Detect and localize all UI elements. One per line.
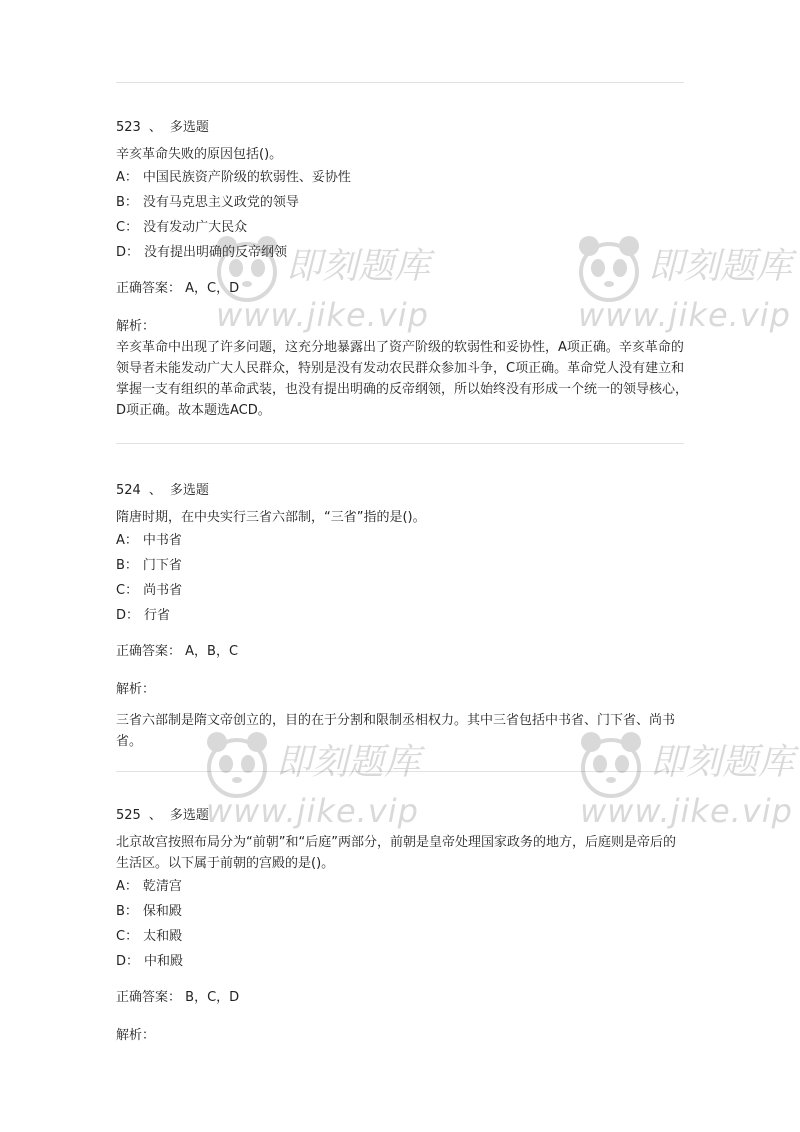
explanation-label: 解析：	[116, 1028, 156, 1043]
option-key: B	[116, 195, 125, 210]
option-d: D： 没有提出明确的反帝纲领	[116, 245, 288, 260]
watermark-url: www.jike.vip	[578, 296, 791, 334]
answer-label: 正确答案：	[116, 644, 182, 659]
answer-value: B，C，D	[185, 990, 240, 1005]
option-key: B	[116, 904, 125, 919]
answer-line	[116, 988, 688, 1008]
option-text: 中和殿	[144, 954, 184, 969]
option-c: C： 没有发动广大民众	[116, 220, 248, 235]
option-text: 没有发动广大民众	[143, 220, 248, 235]
question-separator: 、	[148, 808, 162, 823]
watermark-url: www.jike.vip	[580, 792, 793, 830]
option-key: D	[116, 245, 127, 260]
divider-523	[116, 443, 684, 444]
option-text: 行省	[144, 608, 171, 623]
watermark-url: www.jike.vip	[206, 792, 419, 830]
question-separator: 、	[148, 120, 162, 135]
question-header	[116, 481, 688, 501]
option-text: 保和殿	[142, 904, 182, 919]
answer-value: A，B，C	[185, 644, 239, 659]
option-a: A： 中国民族资产阶级的软弱性、妥协性	[116, 170, 351, 185]
option-key: C	[116, 929, 126, 944]
answer-value: A，C，D	[185, 281, 240, 296]
question-525	[116, 806, 688, 1046]
option-d: D： 行省	[116, 608, 171, 623]
answer-line	[116, 279, 688, 299]
option-text: 尚书省	[143, 583, 183, 598]
option-c: C： 尚书省	[116, 583, 183, 598]
watermark-brand: 即刻题库	[286, 246, 431, 287]
explanation-text: 三省六部制是隋文帝创立的，目的在于分割和限制丞相权力。其中三省包括中书省、门下省、尚书省。	[116, 713, 676, 749]
option-text: 中书省	[142, 533, 182, 548]
watermark-brand: 即刻题库	[650, 742, 795, 783]
question-text: 隋唐时期，在中央实行三省六部制，“三省”指的是()。	[116, 510, 426, 525]
option-key: D	[116, 608, 127, 623]
question-number: 525	[116, 808, 141, 823]
option-a: A： 中书省	[116, 533, 182, 548]
option-key: C	[116, 583, 126, 598]
question-header	[116, 806, 688, 826]
option-key: A	[116, 879, 125, 894]
option-key: B	[116, 558, 125, 573]
option-text: 门下省	[142, 558, 182, 573]
option-key: C	[116, 220, 126, 235]
option-text: 太和殿	[143, 929, 183, 944]
option-b: B： 没有马克思主义政党的领导	[116, 195, 299, 210]
watermark-url: www.jike.vip	[216, 296, 429, 334]
watermark-brand: 即刻题库	[648, 246, 793, 287]
question-header	[116, 118, 688, 138]
question-number: 524	[116, 483, 141, 498]
question-type: 多选题	[169, 120, 209, 135]
option-key: A	[116, 533, 125, 548]
option-text: 没有马克思主义政党的领导	[142, 195, 299, 210]
divider-524	[116, 771, 684, 772]
answer-label: 正确答案：	[116, 281, 182, 296]
option-key: A	[116, 170, 125, 185]
divider-top	[116, 82, 684, 83]
option-b: B： 保和殿	[116, 904, 182, 919]
option-a: A： 乾清宫	[116, 879, 182, 894]
question-type: 多选题	[169, 808, 209, 823]
question-524	[116, 481, 688, 752]
question-number: 523	[116, 120, 141, 135]
explanation-text: 辛亥革命中出现了许多问题，这充分地暴露出了资产阶级的软弱性和妥协性，A项正确。辛亥革命的领导者未能发动广大人民群众，特别是没有发动农民群众参加斗争，C项正确。革命党人没有建立和掌握一支有组织的革命武装，也没有提出明确的反帝纲领，所以始终没有形成一个统一的领导核心，D项正确。故本题选ACD。	[116, 340, 689, 418]
answer-line	[116, 642, 688, 662]
option-text: 乾清宫	[142, 879, 182, 894]
option-text: 没有提出明确的反帝纲领	[144, 245, 288, 260]
explanation-label: 解析：	[116, 319, 156, 334]
question-type: 多选题	[169, 483, 209, 498]
option-d: D： 中和殿	[116, 954, 184, 969]
option-key: D	[116, 954, 127, 969]
question-523	[116, 118, 688, 421]
question-separator: 、	[148, 483, 162, 498]
explanation-label: 解析：	[116, 682, 156, 697]
answer-label: 正确答案：	[116, 990, 182, 1005]
option-c: C： 太和殿	[116, 929, 183, 944]
option-b: B： 门下省	[116, 558, 182, 573]
watermark-brand: 即刻题库	[276, 742, 421, 783]
question-text: 辛亥革命失败的原因包括()。	[116, 147, 283, 162]
option-text: 中国民族资产阶级的软弱性、妥协性	[142, 170, 351, 185]
question-text: 北京故宫按照布局分为“前朝”和“后庭”两部分，前朝是皇帝处理国家政务的地方，后庭则是帝后的生活区。以下属于前朝的宫殿的是()。	[116, 835, 676, 871]
